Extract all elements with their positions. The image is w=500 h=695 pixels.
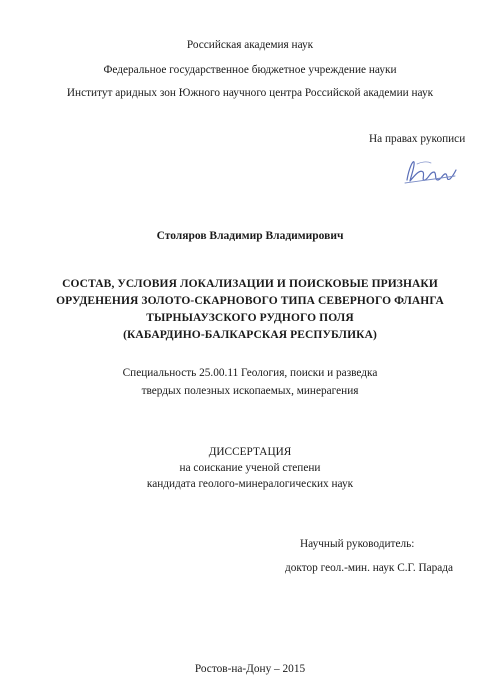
city-year: Ростов-на-Дону – 2015 — [194, 663, 306, 675]
specialty-line-1: Специальность 25.00.11 Геология, поиски и разведка — [122, 367, 378, 379]
title-line-1: СОСТАВ, УСЛОВИЯ ЛОКАЛИЗАЦИИ И ПОИСКОВЫЕ ПРИЗНАКИ — [62, 278, 438, 290]
institution-type: Федеральное государственное бюджетное учреждение науки — [103, 64, 397, 76]
supervisor-label: Научный руководитель: — [300, 538, 415, 550]
degree-name: кандидата геолого-минералогических наук — [146, 478, 354, 490]
title-line-2: ОРУДЕНЕНИЯ ЗОЛОТО-СКАРНОВОГО ТИПА СЕВЕРНОГО ФЛАНГА — [56, 295, 444, 307]
institute-name: Институт аридных зон Южного научного центра Российской академии наук — [66, 87, 434, 99]
supervisor-name: доктор геол.-мин. наук С.Г. Парада — [285, 562, 454, 574]
title-line-3: ТЫРНЫАУЗСКОГО РУДНОГО ПОЛЯ — [146, 312, 354, 324]
handwritten-signature-icon — [401, 150, 459, 190]
academy-name: Российская академия наук — [186, 39, 314, 51]
title-line-4: (КАБАРДИНО-БАЛКАРСКАЯ РЕСПУБЛИКА) — [123, 329, 377, 341]
rights-note: На правах рукописи — [369, 133, 466, 145]
specialty-line-2: твердых полезных ископаемых, минерагения — [141, 385, 359, 397]
document-type: ДИССЕРТАЦИЯ — [208, 446, 292, 458]
author-name: Столяров Владимир Владимирович — [156, 230, 344, 242]
degree-purpose: на соискание ученой степени — [179, 462, 321, 474]
